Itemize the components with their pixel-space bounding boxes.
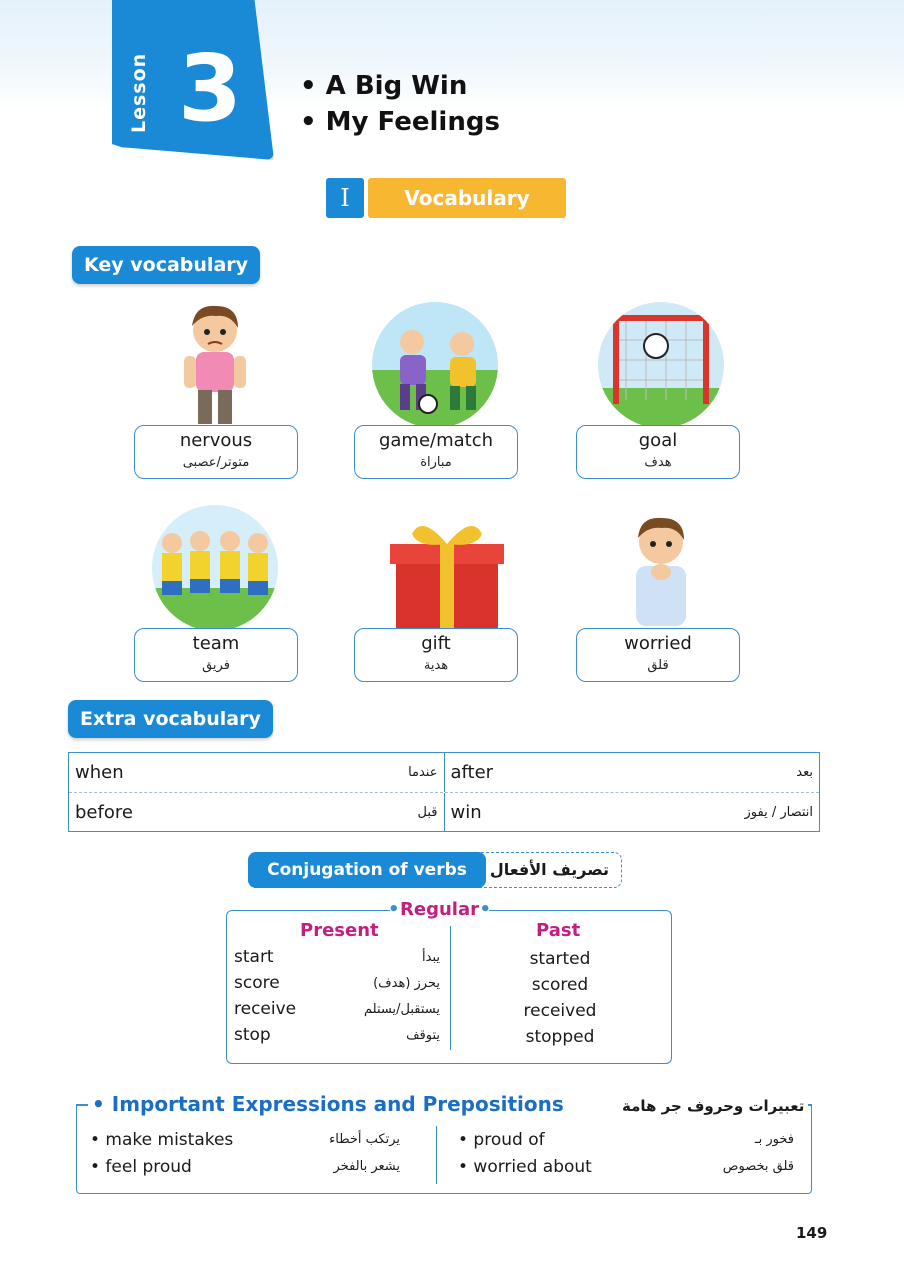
present-verb: receive <box>234 999 297 1019</box>
table-cell <box>69 793 444 831</box>
expression: • proud of <box>458 1129 545 1150</box>
regular-label: • Regular • <box>390 898 489 922</box>
vocab-translation: انتصار / يفوز <box>744 804 813 820</box>
vocab-translation: هدف <box>644 455 672 470</box>
expression: • feel proud <box>90 1156 192 1177</box>
vocab-word: after <box>450 762 494 783</box>
vocab-translation: هدية <box>423 658 449 673</box>
expression: • worried about <box>458 1156 592 1177</box>
past-verb: scored <box>531 975 589 995</box>
expression: • make mistakes <box>90 1129 234 1150</box>
list-item <box>234 944 440 970</box>
vocab-card-goal <box>576 425 740 479</box>
table-cell <box>444 793 820 831</box>
vocab-word: win <box>450 801 482 823</box>
expression-translation: فخور بـ <box>754 1132 794 1147</box>
column-divider <box>436 1126 437 1184</box>
vocab-card-worried <box>576 628 740 682</box>
vocab-translation: مباراة <box>420 455 452 470</box>
expressions-heading-ar: تعبيرات وحروف جر هامة <box>618 1094 808 1118</box>
vocab-word: nervous <box>179 430 253 451</box>
vocab-word: team <box>192 633 240 654</box>
column-divider <box>450 926 451 1050</box>
vocab-word: game/match <box>378 430 494 451</box>
extra-vocabulary-heading: Extra vocabulary <box>68 700 273 738</box>
vocab-translation: عندما <box>408 765 438 780</box>
table-cell <box>69 753 444 792</box>
verb-translation: يحرز (هدف) <box>373 975 440 991</box>
vocab-word: gift <box>421 633 451 654</box>
vocab-word: goal <box>638 430 678 451</box>
vocab-translation: بعد <box>796 765 813 780</box>
worried-boy-icon <box>596 508 726 638</box>
conjugation-header <box>248 852 622 888</box>
section-title: Vocabulary <box>368 178 566 218</box>
list-item <box>90 1126 400 1153</box>
expression-translation: يرتكب أخطاء <box>329 1132 400 1147</box>
vocab-card-team <box>134 628 298 682</box>
past-verb: received <box>523 1001 597 1021</box>
expression-translation: قلق بخصوص <box>722 1159 794 1174</box>
vocab-card-game-match <box>354 425 518 479</box>
lesson-title-1: • A Big Win <box>300 71 468 101</box>
past-verb: started <box>529 949 591 969</box>
page-number: 149 <box>796 1224 828 1242</box>
extra-vocabulary-table <box>68 752 820 832</box>
vocab-translation: فريق <box>202 658 230 673</box>
list-item <box>234 970 440 996</box>
nervous-boy-icon <box>150 300 280 430</box>
box-border <box>76 1104 88 1106</box>
vocab-word: worried <box>624 633 692 654</box>
verb-translation: يتوقف <box>406 1027 440 1043</box>
past-verb: stopped <box>525 1027 595 1047</box>
list-item <box>458 1126 794 1153</box>
expressions-heading: • Important Expressions and Prepositions <box>88 1090 568 1118</box>
expressions-right-column <box>458 1126 794 1180</box>
list-item <box>234 996 440 1022</box>
list-item <box>90 1153 400 1180</box>
present-verb: stop <box>234 1025 271 1045</box>
kids-playing-football-icon <box>370 300 500 430</box>
lesson-number: 3 <box>177 35 242 142</box>
vocab-word: when <box>75 762 124 783</box>
present-verb: score <box>234 973 280 993</box>
verb-translation: يستقبل/يستلم <box>364 1001 440 1017</box>
vocab-translation: قبل <box>417 804 438 820</box>
table-row <box>69 792 819 831</box>
past-column-heading: Past <box>536 920 581 941</box>
key-vocabulary-heading: Key vocabulary <box>72 246 260 284</box>
expression-translation: يشعر بالفخر <box>333 1159 400 1174</box>
table-row <box>69 753 819 792</box>
football-goal-icon <box>596 300 726 430</box>
past-verb-list <box>470 946 650 1050</box>
vocab-card-nervous <box>134 425 298 479</box>
present-column-heading: Present <box>300 920 379 941</box>
conjugation-heading-ar: تصريف الأفعال <box>489 860 609 879</box>
section-numeral: I <box>326 178 364 218</box>
gift-box-icon <box>382 508 512 638</box>
conjugation-heading: Conjugation of verbs <box>248 852 486 888</box>
present-verb: start <box>234 947 274 967</box>
vocab-translation: قلق <box>647 658 669 673</box>
list-item <box>234 1022 440 1048</box>
vocab-word: before <box>75 801 133 823</box>
expressions-left-column <box>90 1126 400 1180</box>
list-item <box>458 1153 794 1180</box>
lesson-titles <box>300 68 500 140</box>
table-cell <box>444 753 820 792</box>
lesson-title-2: • My Feelings <box>300 107 500 137</box>
verb-translation: يبدأ <box>422 949 440 965</box>
football-team-icon <box>150 503 280 633</box>
vocab-card-gift <box>354 628 518 682</box>
lesson-label: Lesson <box>128 52 150 134</box>
present-verb-list <box>234 944 440 1048</box>
vocab-translation: متوتر/عصبى <box>182 455 250 470</box>
